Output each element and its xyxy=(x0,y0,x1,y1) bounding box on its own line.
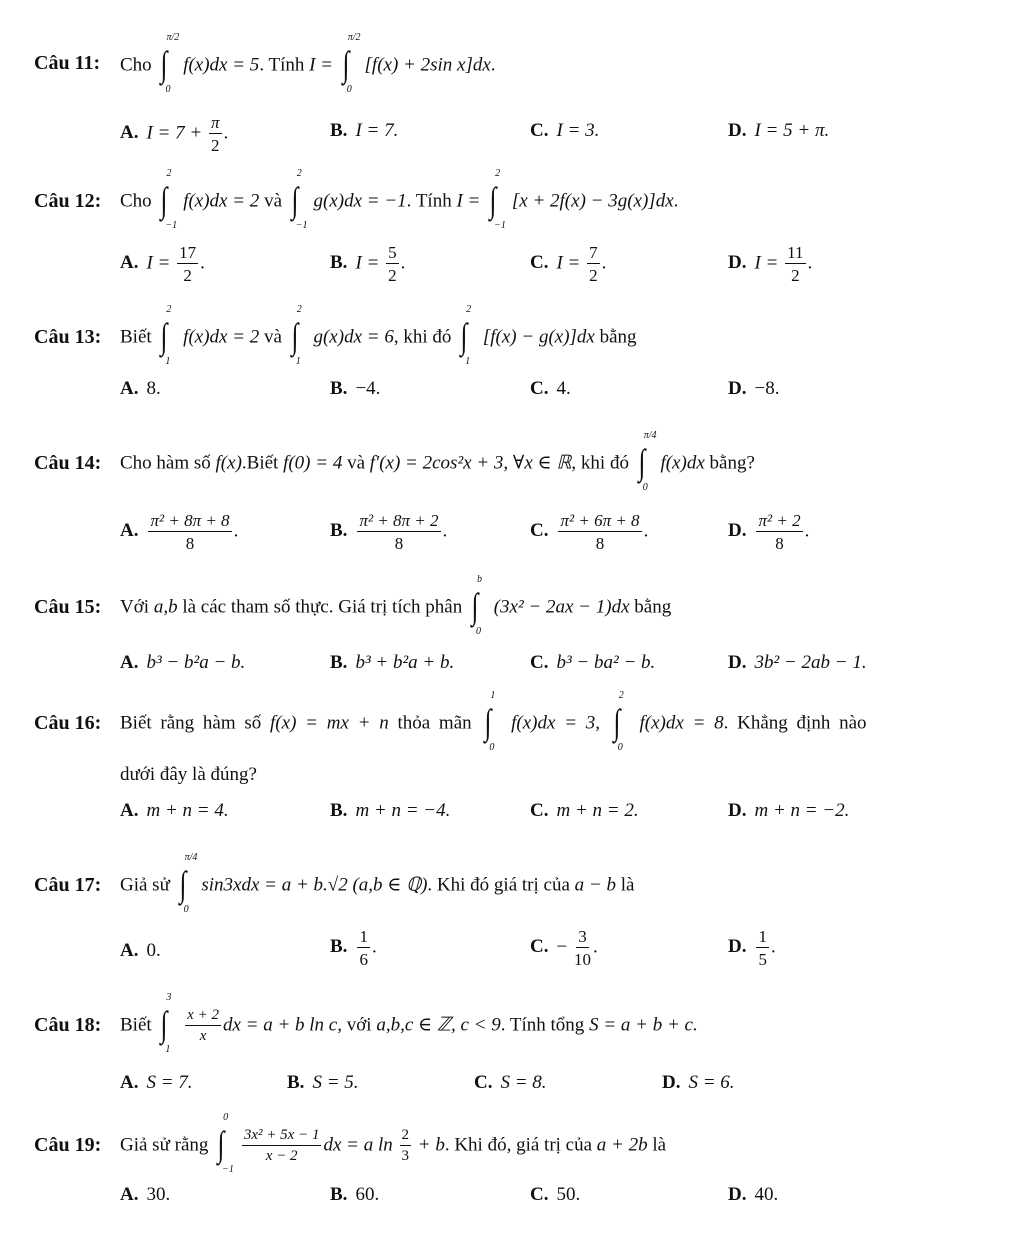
math-expression: I = xyxy=(456,190,486,212)
math-expression: f(x)dx = 2 xyxy=(183,190,260,212)
option-a[interactable]: A. I = $\frac{17}{2}$ . xyxy=(120,243,205,285)
math-expression: dx = a ln xyxy=(323,1134,393,1156)
option-b[interactable]: B. I = 7. xyxy=(330,120,399,141)
text: là các tham số thực. Giá trị tích phân xyxy=(177,596,467,618)
text: là xyxy=(615,874,635,896)
question-label: Câu 19: xyxy=(34,1134,102,1156)
math-expression: + b xyxy=(413,1134,445,1156)
question-statement xyxy=(120,304,637,367)
math-expression: f(x)dx = 8 xyxy=(639,712,724,734)
math-expression: f(x)dx xyxy=(660,452,705,474)
option-a[interactable]: A. 8. xyxy=(120,378,161,399)
integral-sign: ∫ π/4 0 xyxy=(179,852,198,915)
text: là xyxy=(647,1134,667,1156)
option-a[interactable]: A. $\frac{\text{π² + 8π + 8}}{8}$ . xyxy=(120,511,239,553)
option-c[interactable]: C. − $\frac{3}{10}$ . xyxy=(530,927,598,969)
log-argument-fraction: $\frac{2}{3}$ xyxy=(401,1127,409,1164)
integral-sign: ∫ π/2 0 xyxy=(342,32,361,95)
option-b[interactable]: B. $\frac{1}{6}$ . xyxy=(330,927,377,969)
integral-sign: ∫ 0 −1 xyxy=(217,1112,234,1175)
math-expression: f(x)dx = 5 xyxy=(183,54,260,76)
question-label: Câu 18: xyxy=(34,1014,102,1036)
integral-sign: ∫ 2 −1 xyxy=(160,168,178,231)
option-c[interactable]: C. 4. xyxy=(530,378,571,399)
math-expression: g(x)dx = −1 xyxy=(313,190,407,212)
option-d[interactable]: D. 3b² − 2ab − 1. xyxy=(728,652,867,673)
option-c[interactable]: C. m + n = 2. xyxy=(530,800,639,821)
text: với xyxy=(342,1014,377,1036)
text: . xyxy=(490,54,496,76)
math-expression: [x + 2f(x) − 3g(x)]dx xyxy=(511,190,674,212)
option-a[interactable]: A. 30. xyxy=(120,1184,171,1205)
text: Biết rằng hàm số xyxy=(120,712,271,734)
option-a[interactable]: A. S = 7. xyxy=(120,1072,193,1093)
question-label: Câu 16: xyxy=(34,712,102,734)
integral-sign: ∫ 1 0 xyxy=(484,690,496,753)
option-d[interactable]: D. S = 6. xyxy=(662,1072,735,1093)
integral-sign: ∫ π/4 0 xyxy=(638,430,657,493)
option-d[interactable]: D. m + n = −2. xyxy=(728,800,850,821)
integrand-fraction: $\frac{x + 2}{x}$ xyxy=(187,1007,219,1044)
text: Cho xyxy=(120,190,157,212)
option-a[interactable]: A. 0. xyxy=(120,940,161,961)
option-c[interactable]: C. S = 8. xyxy=(474,1072,547,1093)
math-expression: dx = a + b ln c, xyxy=(222,1014,342,1036)
text: Biết xyxy=(120,326,157,348)
option-c[interactable]: C. b³ − ba² − b. xyxy=(530,652,656,673)
question-statement-continued: dưới đây là đúng? xyxy=(120,764,257,785)
question-label: Câu 11: xyxy=(34,52,101,74)
integrand-fraction: $\frac{\text{3x² + 5x − 1}}{x - 2}$ xyxy=(243,1127,320,1164)
integral-sign: ∫ π/2 0 xyxy=(160,32,180,95)
option-b[interactable]: B. 60. xyxy=(330,1184,380,1205)
text: bằng? xyxy=(704,452,755,474)
math-expression: f(x)dx = 2 xyxy=(183,326,260,348)
math-expression: I = xyxy=(309,54,338,76)
option-c[interactable]: C. I = 3. xyxy=(530,120,600,141)
integral-sign: ∫ 2 −1 xyxy=(291,168,308,231)
option-b[interactable]: B. m + n = −4. xyxy=(330,800,451,821)
option-b[interactable]: B. $\frac{\text{π² + 8π + 2}}{8}$ . xyxy=(330,511,448,553)
text: . Tính xyxy=(406,190,457,212)
text: , khi đó xyxy=(571,452,634,474)
option-d[interactable]: D. −8. xyxy=(728,378,780,399)
question-label: Câu 12: xyxy=(34,190,102,212)
integral-sign: ∫ 2 1 xyxy=(460,304,472,367)
text: bằng xyxy=(594,326,637,348)
option-a[interactable]: A. I = 7 + $\frac{\pi}{2}$ . xyxy=(120,113,229,155)
question-statement xyxy=(120,574,672,637)
text: . Khi đó, giá trị của xyxy=(444,1134,597,1156)
text: bằng xyxy=(629,596,672,618)
question-label: Câu 17: xyxy=(34,874,102,896)
option-d[interactable]: D. $\frac{\text{π² + 2}}{8}$ . xyxy=(728,511,810,553)
question-statement xyxy=(120,1112,667,1175)
text: Cho xyxy=(120,54,157,76)
integral-sign: ∫ 2 1 xyxy=(160,304,172,367)
question-statement xyxy=(120,168,679,231)
text: Giả sử rằng xyxy=(120,1134,214,1156)
option-b[interactable]: B. b³ + b²a + b. xyxy=(330,652,455,673)
integral-sign: ∫ 2 −1 xyxy=(489,168,506,231)
math-expression: g(x)dx = 6 xyxy=(313,326,394,348)
math-expression: a − b xyxy=(574,874,616,896)
math-expression: f′(x) = 2cos²x + 3, ∀x ∈ ℝ xyxy=(369,452,572,474)
text: .Biết xyxy=(241,452,284,474)
option-c[interactable]: C. $\frac{\text{π² + 6π + 8}}{8}$ . xyxy=(530,511,649,553)
math-expression: a,b,c ∈ ℤ, c < 9 xyxy=(376,1014,501,1036)
text: Giả sử xyxy=(120,874,175,896)
question-statement xyxy=(120,430,755,493)
math-expression: f(0) = 4 xyxy=(283,452,343,474)
text: Biết xyxy=(120,1014,157,1036)
question-statement xyxy=(120,992,698,1055)
option-b[interactable]: B. −4. xyxy=(330,378,381,399)
math-expression: a,b xyxy=(153,596,178,618)
text: . Khi đó giá trị của xyxy=(427,874,575,896)
math-expression: f(x) xyxy=(215,452,242,474)
integral-sign: ∫ 3 1 xyxy=(160,992,172,1055)
option-d[interactable]: D. I = $\frac{11}{2}$ . xyxy=(728,243,813,285)
text: Cho hàm số xyxy=(120,452,216,474)
option-a[interactable]: A. m + n = 4. xyxy=(120,800,229,821)
text: và xyxy=(342,452,370,474)
text: và xyxy=(259,326,287,348)
math-expression: (3x² − 2ax − 1)dx xyxy=(493,596,630,618)
option-d[interactable]: D. 40. xyxy=(728,1184,779,1205)
option-d[interactable]: D. $\frac{1}{5}$ . xyxy=(728,927,776,969)
text: . Tính xyxy=(259,54,310,76)
math-expression: S = a + b + c. xyxy=(589,1014,698,1036)
integral-sign: ∫ 2 0 xyxy=(613,690,624,753)
question-label: Câu 14: xyxy=(34,452,102,474)
question-statement xyxy=(120,690,867,753)
math-expression: [f(x) + 2sin x]dx xyxy=(364,54,491,76)
text: và xyxy=(259,190,287,212)
option-b[interactable]: B. I = $\frac{5}{2}$ . xyxy=(330,243,406,285)
math-expression: [f(x) − g(x)]dx xyxy=(482,326,595,348)
option-a[interactable]: A. b³ − b²a − b. xyxy=(120,652,246,673)
text: . Tính tổng xyxy=(500,1014,590,1036)
math-expression: a + 2b xyxy=(596,1134,648,1156)
math-expression: f(x)dx = 3, xyxy=(511,712,601,734)
question-label: Câu 15: xyxy=(34,596,102,618)
text: . xyxy=(673,190,679,212)
text: , khi đó xyxy=(393,326,457,348)
text: Với xyxy=(120,596,154,618)
option-c[interactable]: C. I = $\frac{7}{2}$ . xyxy=(530,243,607,285)
integral-sign: ∫ b 0 xyxy=(471,574,482,637)
integral-sign: ∫ 2 1 xyxy=(291,304,302,367)
math-expression: sin3xdx = a + b.√2 (a,b ∈ ℚ) xyxy=(201,874,428,896)
option-b[interactable]: B. S = 5. xyxy=(287,1072,359,1093)
option-c[interactable]: C. 50. xyxy=(530,1184,581,1205)
option-d[interactable]: D. I = 5 + π. xyxy=(728,120,830,141)
text: thỏa mãn xyxy=(388,712,481,734)
question-statement xyxy=(120,32,496,95)
math-expression: f(x) = mx + n xyxy=(270,712,389,734)
text: . Khẳng định nào xyxy=(723,712,867,734)
question-statement xyxy=(120,852,635,915)
question-label: Câu 13: xyxy=(34,326,102,348)
